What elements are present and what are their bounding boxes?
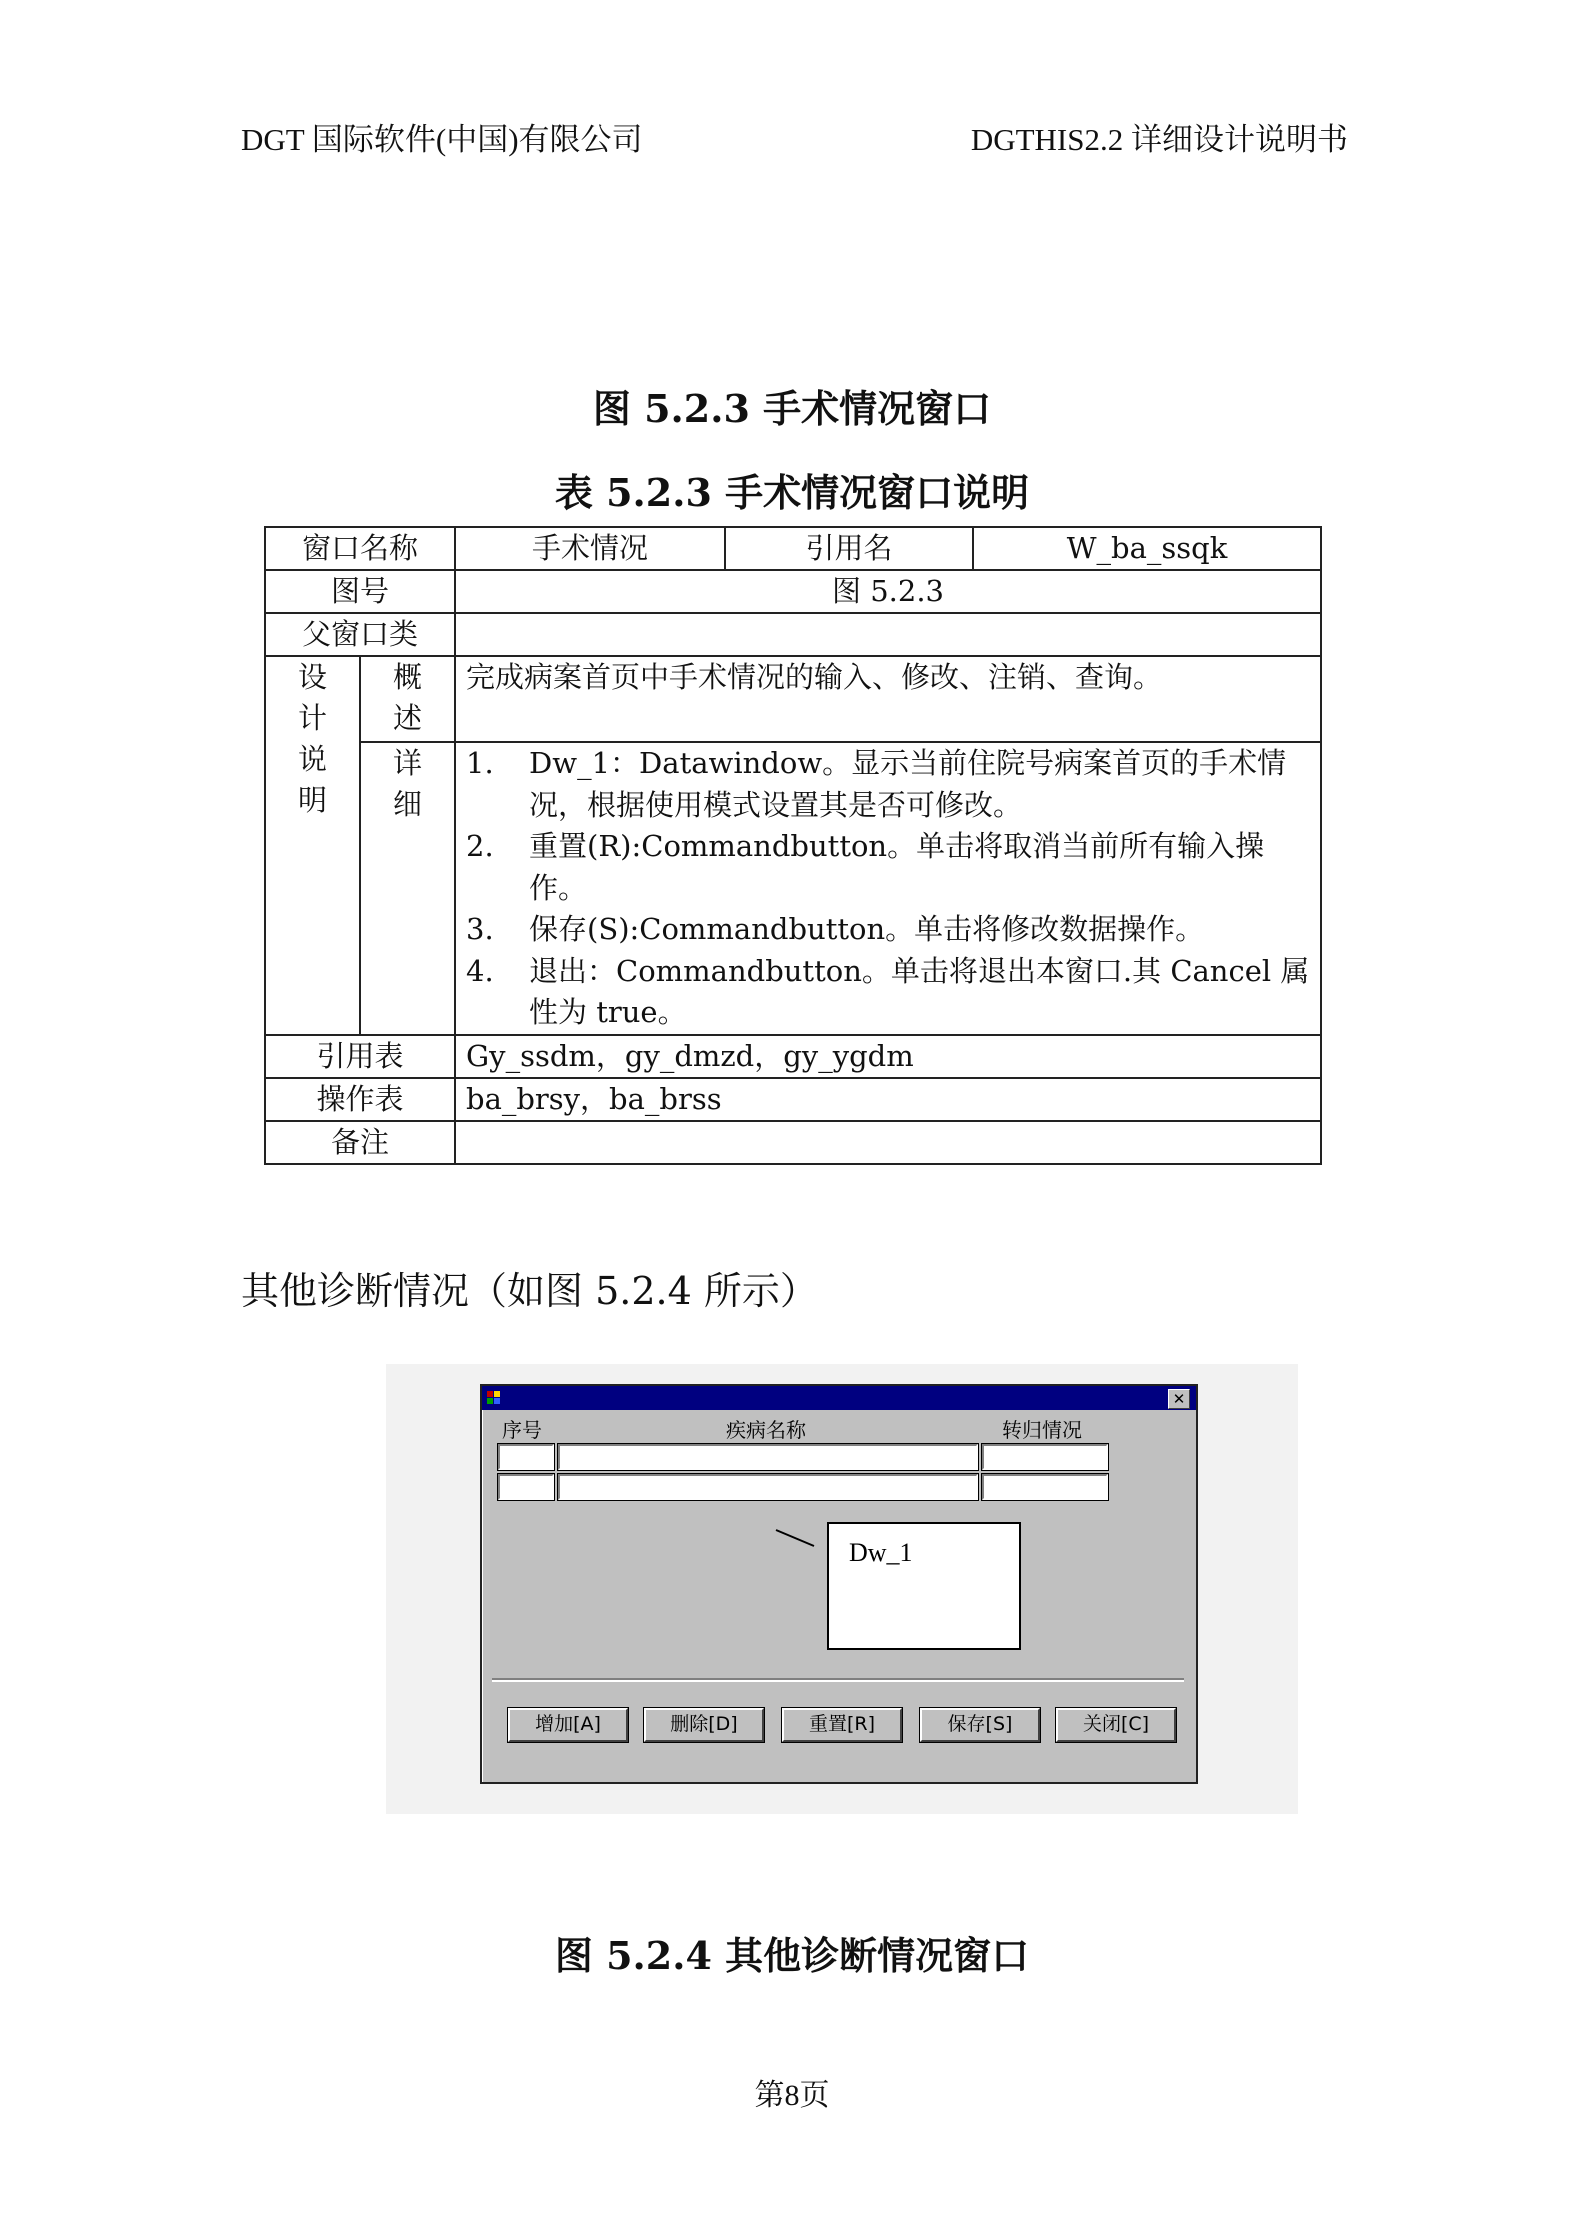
table-row [265, 613, 1321, 656]
list-item [466, 951, 1310, 1034]
list-item-number: 4. [466, 953, 494, 988]
delete-button[interactable]: 删除[D] [644, 1708, 764, 1742]
outcome-input-row2[interactable] [982, 1474, 1108, 1500]
figure-524-caption: 图 5.2.4 其他诊断情况窗口 [554, 1933, 1030, 1978]
table-row [265, 1121, 1321, 1164]
header-company: DGT 国际软件(中国)有限公司 [241, 122, 643, 157]
column-header-outcome: 转归情况 [1002, 1418, 1082, 1442]
table-row [265, 527, 1321, 570]
figure-523-caption: 图 5.2.3 手术情况窗口 [592, 386, 992, 431]
column-header-seq: 序号 [502, 1418, 542, 1442]
seq-input-row2[interactable] [498, 1474, 554, 1500]
overview-label-char: 述 [393, 701, 423, 735]
figure-no-label: 图号 [265, 570, 455, 613]
disease-input-row2[interactable] [558, 1474, 978, 1500]
table-row [265, 570, 1321, 613]
parent-class-label: 父窗口类 [265, 613, 455, 656]
table-row [265, 742, 1321, 1035]
list-item [466, 743, 1310, 826]
list-item-text: 保存(S):Commandbutton。单击将修改数据操作。 [529, 912, 1205, 946]
detail-label [360, 742, 455, 1035]
disease-input-row1[interactable] [558, 1444, 978, 1470]
window-name-value: 手术情况 [455, 527, 725, 570]
design-label-char: 明 [297, 783, 327, 817]
detail-list [466, 743, 1310, 1034]
ref-name-value: W_ba_ssqk [973, 527, 1321, 570]
op-tables-label: 操作表 [265, 1078, 455, 1121]
list-item-text: Dw_1：Datawindow。显示当前住院号病案首页的手术情况，根据使用模式设置其是否可修改。 [529, 746, 1287, 822]
figure-no-value: 图 5.2.3 [455, 570, 1321, 613]
list-item [466, 909, 1310, 951]
design-label-char: 设 [297, 660, 327, 694]
column-header-disease: 疾病名称 [726, 1418, 806, 1442]
diagnosis-window [480, 1384, 1198, 1784]
page-number: 第8页 [754, 2079, 830, 2112]
body-paragraph: 其他诊断情况（如图 5.2.4 所示） [241, 1269, 818, 1313]
reset-button[interactable]: 重置[R] [782, 1708, 902, 1742]
close-icon[interactable]: ✕ [1168, 1389, 1190, 1409]
table-row [265, 656, 1321, 742]
list-item-text: 重置(R):Commandbutton。单击将取消当前所有输入操作。 [529, 829, 1265, 905]
detail-label-char: 细 [393, 787, 423, 821]
design-label-char: 计 [297, 701, 327, 735]
table-row [265, 1078, 1321, 1121]
list-item-number: 3. [466, 912, 494, 946]
table-row [265, 1035, 1321, 1078]
outcome-input-row1[interactable] [982, 1444, 1108, 1470]
parent-class-value [455, 613, 1321, 656]
remarks-value [455, 1121, 1321, 1164]
header-doc-title: DGTHIS2.2 详细设计说明书 [970, 122, 1348, 157]
design-label-char: 说 [297, 742, 327, 776]
overview-label-char: 概 [393, 660, 423, 694]
app-icon [486, 1389, 502, 1405]
seq-input-row1[interactable] [498, 1444, 554, 1470]
ref-tables-label: 引用表 [265, 1035, 455, 1078]
op-tables-value: ba_brsy，ba_brss [455, 1078, 1321, 1121]
design-label [265, 656, 360, 1035]
separator [492, 1678, 1184, 1682]
overview-label [360, 656, 455, 742]
window-titlebar [482, 1386, 1196, 1410]
list-item-text: 退出：Commandbutton。单击将退出本窗口.其 Cancel 属性为 true。 [529, 953, 1310, 1029]
window-name-label: 窗口名称 [265, 527, 455, 570]
dw-label: Dw_1 [849, 1538, 913, 1567]
spec-table [264, 526, 1322, 1165]
list-item-number: 1. [466, 746, 494, 780]
ref-tables-value: Gy_ssdm，gy_dmzd，gy_ygdm [455, 1035, 1321, 1078]
remarks-label: 备注 [265, 1121, 455, 1164]
list-item [466, 826, 1310, 909]
ref-name-label: 引用名 [725, 527, 973, 570]
overview-text: 完成病案首页中手术情况的输入、修改、注销、查询。 [455, 656, 1321, 742]
list-item-number: 2. [466, 829, 494, 863]
callout-line [772, 1526, 822, 1550]
datawindow-callout [827, 1522, 1021, 1650]
add-button[interactable]: 增加[A] [508, 1708, 628, 1742]
save-button[interactable]: 保存[S] [920, 1708, 1040, 1742]
detail-cell [455, 742, 1321, 1035]
detail-label-char: 详 [393, 746, 423, 780]
table-caption: 表 5.2.3 手术情况窗口说明 [554, 470, 1030, 515]
close-button[interactable]: 关闭[C] [1056, 1708, 1176, 1742]
